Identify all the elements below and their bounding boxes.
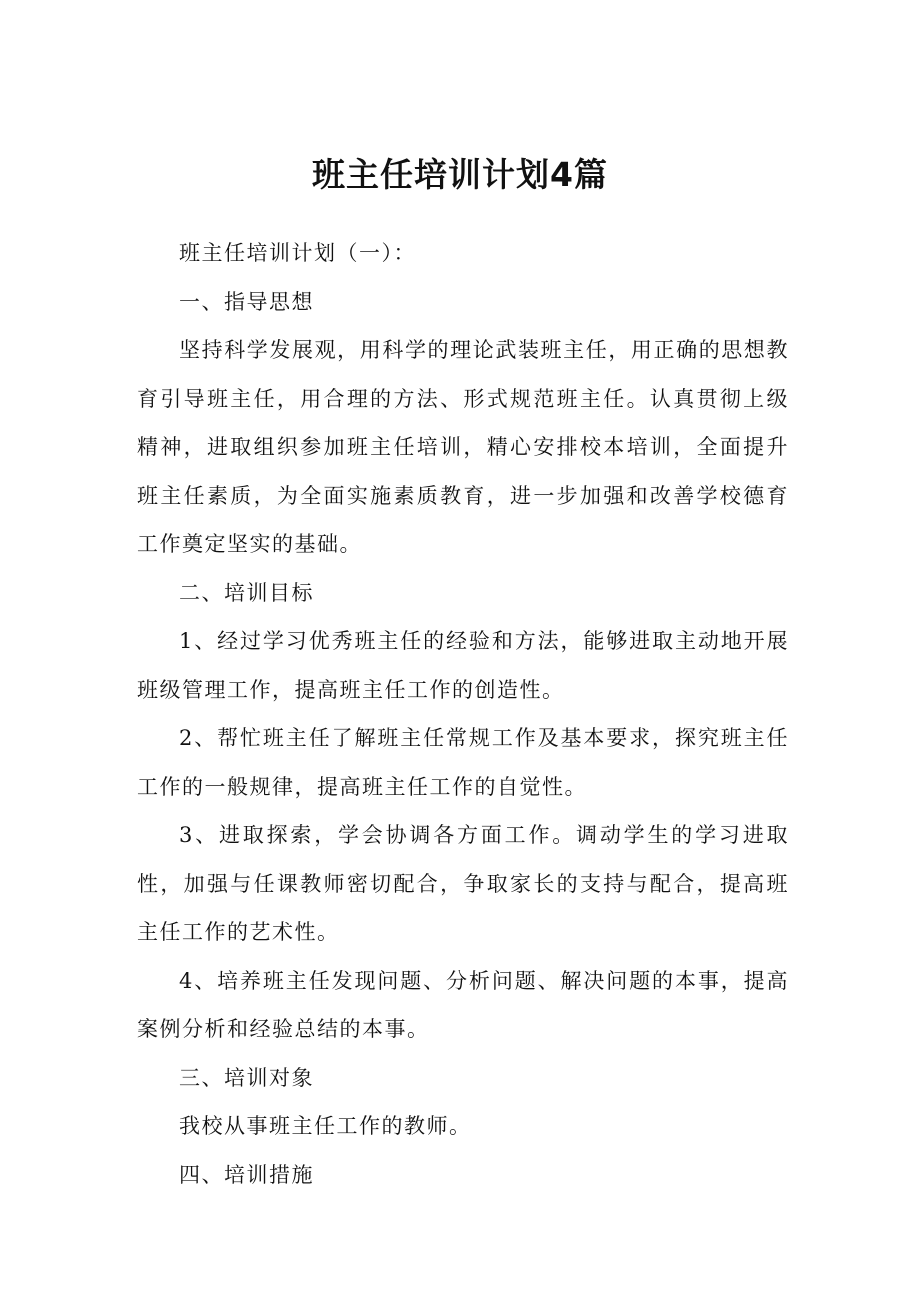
section-heading-training-measures: 四、培训措施 <box>179 1162 314 1187</box>
goal-item-2: 2、帮忙班主任了解班主任常规工作及基本要求，探究班主任工作的一般规律，提高班主任工作的自觉性。 <box>137 726 789 799</box>
section-heading-training-targets: 三、培训对象 <box>179 1065 314 1090</box>
document-title: 班主任培训计划4篇 <box>312 155 608 194</box>
section-heading-guiding-ideology: 一、指导思想 <box>179 289 314 314</box>
paragraph-training-targets: 我校从事班主任工作的教师。 <box>179 1114 472 1138</box>
subtitle-heading: 班主任培训计划（一）： <box>179 241 416 265</box>
document-body <box>137 229 789 1199</box>
goal-item-1: 1、经过学习优秀班主任的经验和方法，能够进取主动地开展班级管理工作，提高班主任工作的创造性。 <box>137 629 789 702</box>
paragraph-guiding-ideology: 坚持科学发展观，用科学的理论武装班主任，用正确的思想教育引导班主任，用合理的方法、形式规范班主任。认真贯彻上级精神，进取组织参加班主任培训，精心安排校本培训，全面提升班主任素质，为全面实施素质教育，进一步加强和改善学校德育工作奠定坚实的基础。 <box>137 338 789 556</box>
section-heading-training-goals: 二、培训目标 <box>179 580 314 605</box>
goal-item-4: 4、培养班主任发现问题、分析问题、解决问题的本事，提高案例分析和经验总结的本事。 <box>137 968 789 1041</box>
goal-item-3: 3、进取探索，学会协调各方面工作。调动学生的学习进取性，加强与任课教师密切配合，争取家长的支持与配合，提高班主任工作的艺术性。 <box>137 823 789 944</box>
